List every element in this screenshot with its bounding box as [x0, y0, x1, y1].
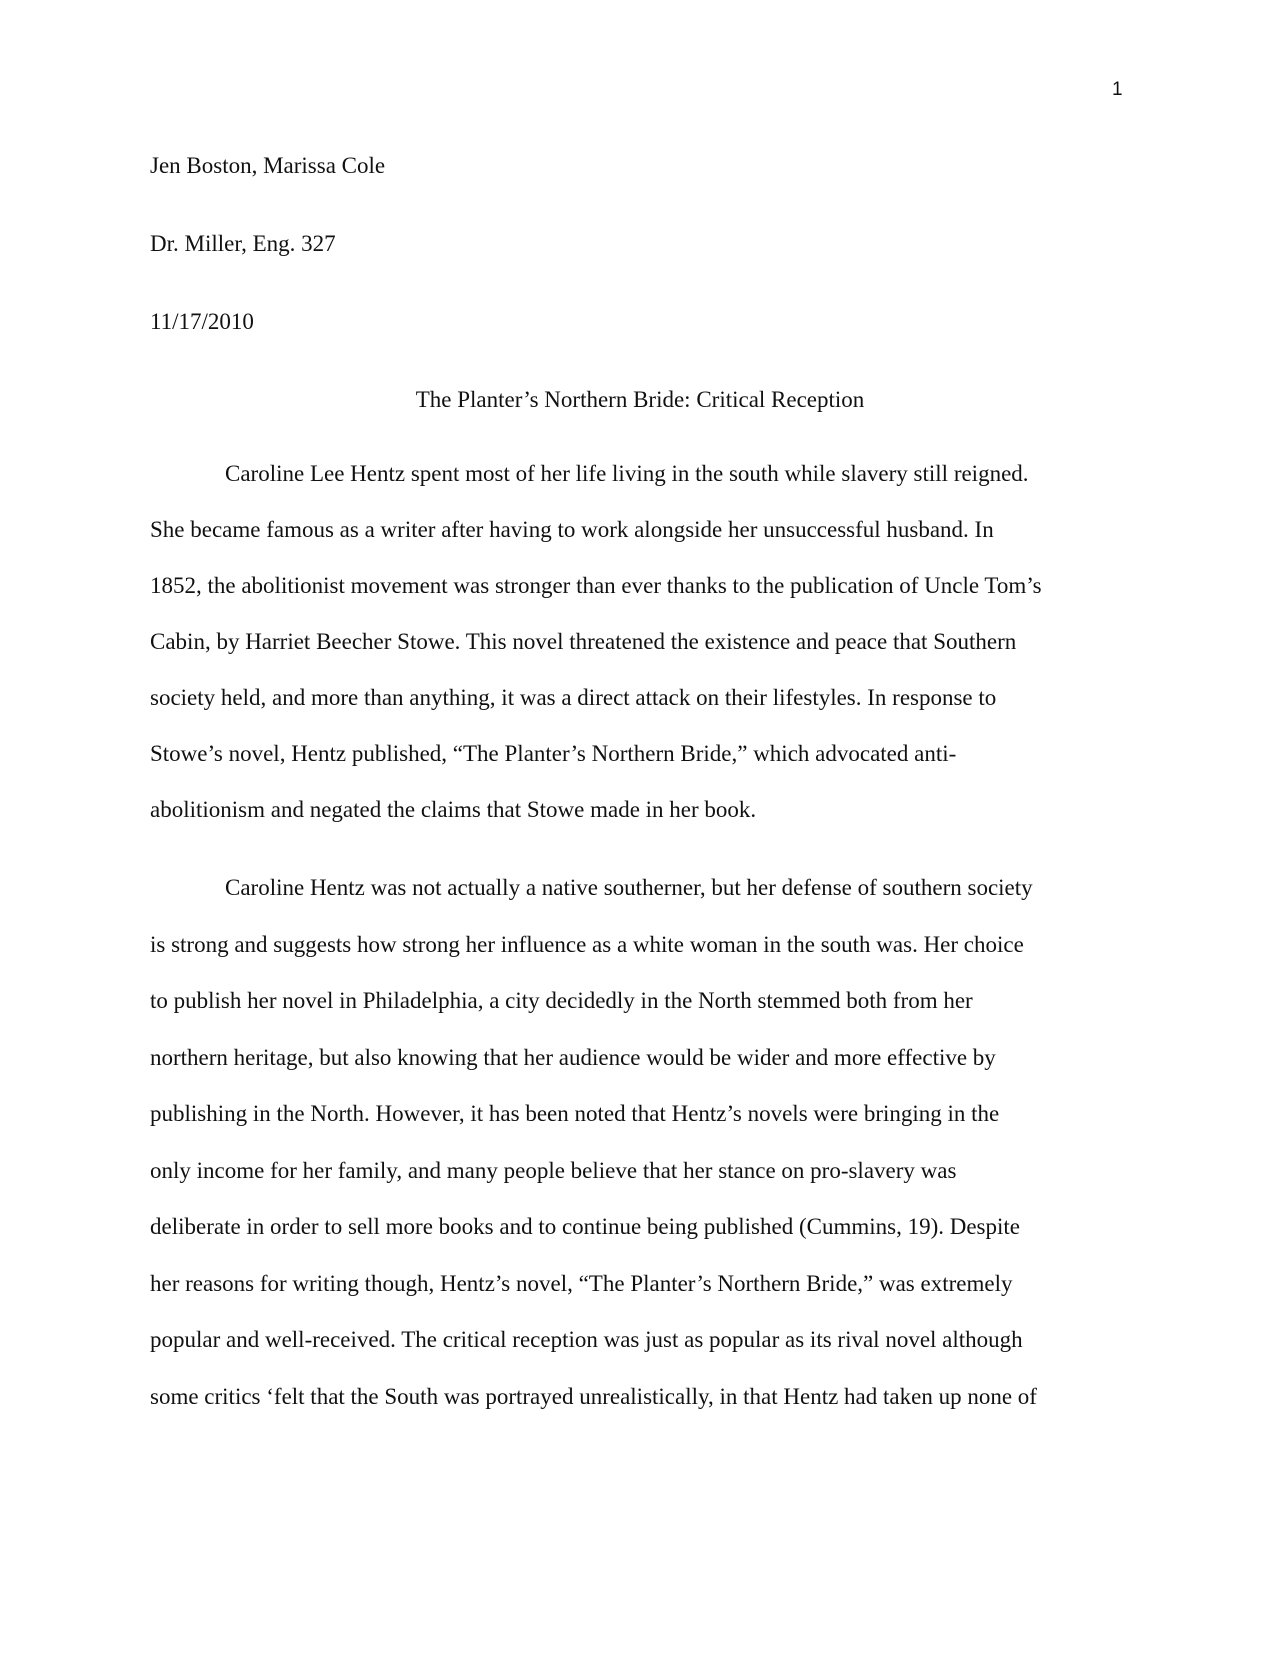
paragraph-line: abolitionism and negated the claims that Stowe made in her book. [150, 797, 757, 822]
page-number: 1 [1112, 79, 1123, 100]
document-title: The Planter’s Northern Bride: Critical Reception [415, 387, 865, 412]
paragraph-line: Stowe’s novel, Hentz published, “The Planter’s Northern Bride,” which advocated anti- [150, 741, 957, 766]
paragraph-line: deliberate in order to sell more books and to continue being published (Cummins, 19). Despite [150, 1214, 1020, 1239]
paragraph-line: her reasons for writing though, Hentz’s novel, “The Planter’s Northern Bride,” was extremely [150, 1271, 1013, 1296]
paragraph-line: popular and well-received. The critical reception was just as popular as its rival novel although [150, 1327, 1023, 1352]
paragraph-line: publishing in the North. However, it has been noted that Hentz’s novels were bringing in the [150, 1101, 1000, 1126]
paragraph-line: to publish her novel in Philadelphia, a city decidedly in the North stemmed both from her [150, 988, 973, 1013]
paragraph-line: only income for her family, and many people believe that her stance on pro-slavery was [150, 1158, 957, 1183]
paragraph-line: She became famous as a writer after having to work alongside her unsuccessful husband. In [150, 517, 994, 542]
paragraph-line: 1852, the abolitionist movement was stronger than ever thanks to the publication of Uncle Tom’s [150, 573, 1042, 598]
paragraph-line: Caroline Hentz was not actually a native southerner, but her defense of southern society [225, 875, 1033, 900]
paragraph-line: society held, and more than anything, it was a direct attack on their lifestyles. In response to [150, 685, 997, 710]
document-date: 11/17/2010 [150, 309, 254, 334]
author-names: Jen Boston, Marissa Cole [150, 153, 386, 178]
paragraph-line: Caroline Lee Hentz spent most of her life living in the south while slavery still reigned. [225, 461, 1029, 486]
paragraph-line: northern heritage, but also knowing that her audience would be wider and more effective by [150, 1045, 996, 1070]
instructor-course: Dr. Miller, Eng. 327 [150, 231, 336, 256]
paragraph-line: is strong and suggests how strong her influence as a white woman in the south was. Her choice [150, 932, 1024, 957]
paragraph-line: some critics ‘felt that the South was portrayed unrealistically, in that Hentz had taken up none of [150, 1384, 1037, 1409]
paragraph-line: Cabin, by Harriet Beecher Stowe. This novel threatened the existence and peace that Southern [150, 629, 1017, 654]
